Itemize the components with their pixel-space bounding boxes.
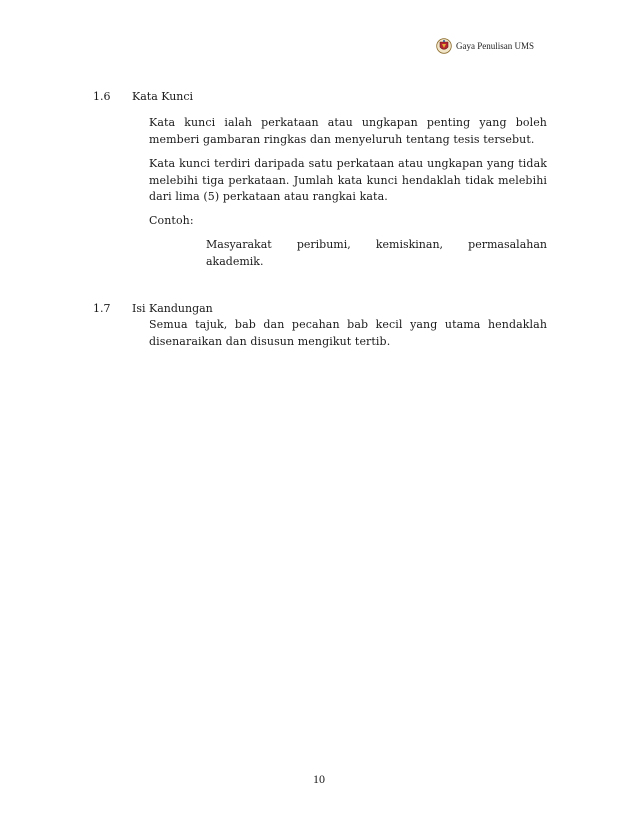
section-title: Kata Kunci [132, 90, 194, 103]
section-number: 1.6 [93, 90, 111, 103]
keyword: kemiskinan, [375, 238, 444, 251]
keyword: permasalahan [468, 238, 547, 251]
keyword: Masyarakat [206, 238, 272, 251]
university-crest-icon [436, 38, 452, 54]
example-label: Contoh: [149, 214, 194, 227]
section-title: Isi Kandungan [132, 302, 213, 315]
keyword: akademik. [206, 254, 264, 268]
example-keywords [206, 237, 547, 270]
page-number: 10 [313, 772, 325, 786]
section-number: 1.7 [93, 302, 111, 315]
running-title: Gaya Penulisan UMS [456, 41, 534, 51]
paragraph: Kata kunci ialah perkataan atau ungkapan penting yang boleh memberi gambaran ringkas dan menyeluruh tentang tesis tersebut. [149, 116, 547, 146]
paragraph: Semua tajuk, bab dan pecahan bab kecil yang utama hendaklah disenaraikan dan disusun mengikut tertib. [149, 318, 547, 348]
running-header [436, 38, 534, 54]
paragraph: Kata kunci terdiri daripada satu perkataan atau ungkapan yang tidak melebihi tiga perkataan. Jumlah kata kunci hendaklah tidak melebihi dari lima (5) perkataan atau rangkai kata. [149, 157, 547, 203]
keyword: peribumi, [296, 238, 351, 251]
